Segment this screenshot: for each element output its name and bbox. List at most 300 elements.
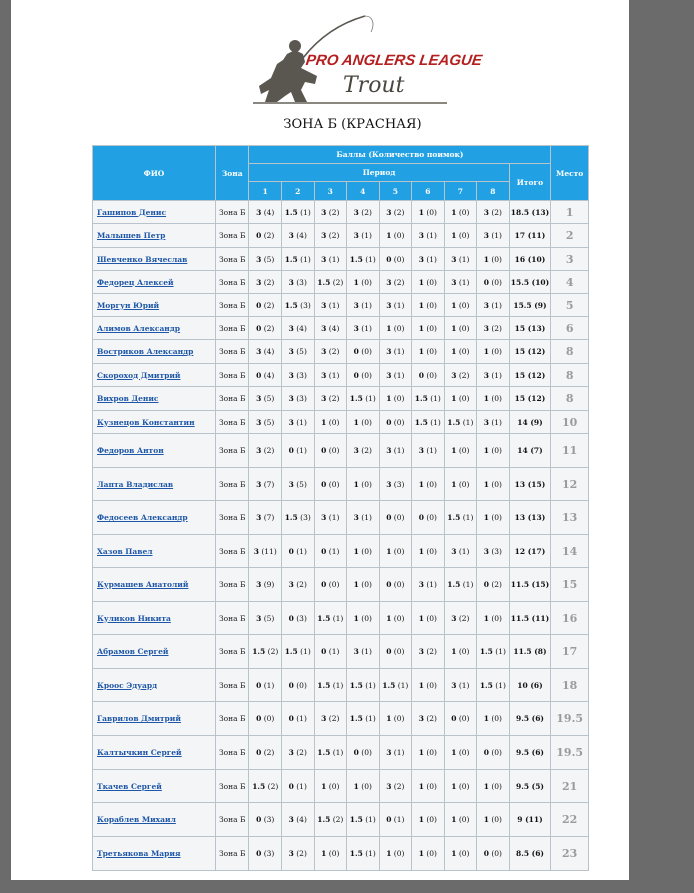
score-cell	[477, 602, 510, 635]
score-points: 1	[353, 479, 359, 489]
score-points: 3	[483, 231, 489, 240]
score-catches: (2)	[458, 613, 470, 623]
header-period-6: 6	[412, 182, 445, 201]
score-points: 1	[386, 323, 392, 333]
score-points: 1.5	[349, 849, 363, 858]
score-catches: (2)	[491, 580, 502, 589]
score-points: 1	[353, 546, 359, 556]
score-cell	[379, 294, 412, 317]
participant-name-link[interactable]: Федосеев Александр	[97, 513, 188, 522]
score-points: 3	[256, 347, 262, 356]
participant-name-link[interactable]: Куликов Никита	[97, 613, 171, 623]
score-catches: (0)	[426, 546, 437, 556]
score-points: 1.5	[479, 647, 493, 656]
score-cell	[282, 468, 315, 501]
total-cell: 15.5 (10)	[509, 271, 551, 294]
score-cell	[314, 535, 347, 568]
score-cell	[282, 271, 315, 294]
score-points: 1.5	[317, 815, 331, 824]
participant-name-link[interactable]: Скороход Дмитрий	[97, 370, 181, 380]
score-cell	[412, 535, 445, 568]
score-catches: (0)	[458, 231, 470, 240]
score-cell	[379, 669, 412, 702]
score-catches: (2)	[361, 446, 372, 455]
table-row	[93, 387, 589, 411]
score-catches: (2)	[393, 207, 405, 217]
score-points: 3	[386, 347, 392, 356]
score-points: 0	[256, 714, 262, 723]
score-cell	[444, 535, 477, 568]
score-cell	[477, 271, 510, 294]
score-points: 3	[321, 254, 327, 264]
header-period-3: 3	[314, 182, 347, 201]
participant-name-link[interactable]: Моргун Юрий	[97, 300, 160, 310]
score-catches: (0)	[491, 781, 502, 791]
score-points: 1	[451, 781, 457, 791]
participant-name-link[interactable]: Третьякова Мария	[97, 849, 181, 858]
score-cell	[379, 271, 412, 294]
score-cell	[314, 294, 347, 317]
participant-cell	[93, 364, 216, 387]
score-points: 0	[483, 580, 489, 589]
score-cell	[477, 434, 510, 468]
score-points: 1.5	[479, 680, 493, 690]
score-catches: (2)	[491, 323, 502, 333]
score-cell	[379, 770, 412, 803]
total-cell: 17 (11)	[509, 224, 551, 248]
score-points: 3	[353, 513, 359, 522]
score-catches: (0)	[458, 479, 470, 489]
score-cell	[477, 736, 510, 770]
place-cell: 10	[551, 411, 589, 434]
score-catches: (0)	[491, 714, 502, 723]
score-points: 0	[483, 849, 489, 858]
participant-name-link[interactable]: Курмашев Анатолий	[97, 580, 189, 589]
score-catches: (0)	[458, 781, 470, 791]
score-cell	[412, 736, 445, 770]
score-points: 0	[386, 815, 392, 824]
score-points: 3	[256, 613, 262, 623]
score-points: 1	[418, 849, 424, 858]
score-points: 0	[451, 714, 457, 723]
score-points: 1	[483, 613, 489, 623]
score-cell	[412, 803, 445, 837]
place-cell: 2	[551, 224, 589, 248]
score-cell	[282, 535, 315, 568]
score-cell	[249, 411, 282, 434]
score-points: 0	[353, 347, 359, 356]
participant-name-link[interactable]: Гашипов Денис	[97, 207, 167, 217]
header-total: Итого	[509, 164, 551, 201]
score-points: 1	[418, 277, 424, 287]
place-cell: 14	[551, 535, 589, 568]
score-points: 3	[288, 580, 294, 589]
score-catches: (0)	[426, 613, 437, 623]
score-cell	[444, 434, 477, 468]
score-points: 1	[386, 546, 392, 556]
score-points: 3	[288, 479, 294, 489]
score-points: 0	[288, 680, 294, 690]
score-points: 1	[386, 231, 392, 240]
score-points: 1	[386, 714, 392, 723]
score-points: 3	[418, 580, 424, 589]
score-catches: (0)	[458, 394, 470, 403]
score-catches: (1)	[365, 394, 376, 403]
participant-cell	[93, 411, 216, 434]
participant-cell	[93, 501, 216, 535]
score-cell	[477, 248, 510, 271]
score-catches: (0)	[491, 394, 502, 403]
score-points: 1.5	[349, 714, 363, 723]
score-catches: (4)	[296, 323, 307, 333]
score-points: 3	[321, 347, 327, 356]
total-cell: 13 (15)	[509, 468, 551, 501]
participant-name-link[interactable]: Федоров Антон	[97, 446, 164, 455]
participant-name-link[interactable]: Вихров Денис	[97, 394, 159, 403]
score-cell	[477, 501, 510, 535]
score-points: 3	[256, 207, 262, 217]
score-points: 3	[353, 647, 359, 656]
place-cell: 16	[551, 602, 589, 635]
score-points: 1.5	[284, 207, 298, 217]
score-points: 3	[386, 748, 392, 757]
zone-cell: Зона Б	[215, 535, 249, 568]
score-points: 1.5	[447, 580, 461, 589]
score-cell	[412, 434, 445, 468]
score-cell	[379, 568, 412, 602]
score-cell	[379, 736, 412, 770]
score-points: 3	[288, 815, 294, 824]
score-cell	[249, 224, 282, 248]
score-cell	[477, 535, 510, 568]
score-cell	[249, 602, 282, 635]
score-cell	[314, 434, 347, 468]
score-cell	[477, 411, 510, 434]
header-period-7: 7	[444, 182, 477, 201]
participant-name-link[interactable]: Калтычкин Сергей	[97, 748, 182, 757]
score-catches: (3)	[491, 546, 502, 556]
score-catches: (7)	[263, 513, 275, 522]
score-points: 1.5	[284, 647, 298, 656]
score-points: 3	[321, 370, 327, 380]
score-catches: (1)	[328, 300, 340, 310]
score-catches: (1)	[328, 546, 340, 556]
score-cell	[412, 294, 445, 317]
score-cell	[412, 602, 445, 635]
place-cell: 19.5	[551, 736, 589, 770]
score-points: 3	[386, 300, 392, 310]
header-period: Период	[249, 164, 509, 182]
score-points: 3	[483, 300, 489, 310]
score-cell	[379, 468, 412, 501]
score-catches: (2)	[328, 714, 340, 723]
participant-name-link[interactable]: Абрамов Сергей	[97, 647, 169, 656]
score-points: 1	[418, 300, 424, 310]
total-cell: 18.5 (13)	[509, 201, 551, 224]
total-cell: 15 (12)	[509, 387, 551, 411]
score-points: 0	[321, 479, 327, 489]
score-catches: (5)	[296, 479, 307, 489]
score-cell	[347, 434, 380, 468]
score-catches: (2)	[296, 748, 307, 757]
score-points: 0	[288, 613, 294, 623]
participant-name-link[interactable]: Алимов Александр	[97, 323, 181, 333]
score-catches: (0)	[491, 446, 502, 455]
place-cell: 17	[551, 635, 589, 669]
participant-name-link[interactable]: Кузнецов Константин	[97, 417, 195, 427]
score-catches: (2)	[267, 647, 279, 656]
score-catches: (0)	[361, 370, 372, 380]
score-catches: (0)	[491, 347, 502, 356]
score-catches: (4)	[296, 231, 307, 240]
participant-name-link[interactable]: Малышев Петр	[97, 231, 166, 240]
score-catches: (1)	[491, 370, 502, 380]
score-catches: (1)	[495, 647, 506, 656]
score-catches: (1)	[393, 446, 405, 455]
score-points: 1	[483, 446, 489, 455]
participant-name-link[interactable]: Кораблев Михаил	[97, 815, 176, 824]
score-cell	[379, 535, 412, 568]
score-catches: (1)	[458, 277, 470, 287]
score-points: 3	[386, 207, 392, 217]
participant-name-link[interactable]: Федорец Алексей	[97, 277, 174, 287]
score-points: 0	[321, 546, 327, 556]
score-cell	[282, 434, 315, 468]
score-points: 3	[256, 513, 262, 522]
score-catches: (0)	[458, 647, 470, 656]
score-catches: (0)	[393, 254, 405, 264]
score-catches: (1)	[458, 254, 470, 264]
score-points: 0	[386, 254, 392, 264]
score-catches: (1)	[458, 680, 470, 690]
score-cell	[412, 271, 445, 294]
score-cell	[347, 201, 380, 224]
score-catches: (0)	[426, 849, 437, 858]
score-cell	[347, 501, 380, 535]
score-catches: (1)	[328, 647, 340, 656]
place-cell: 11	[551, 434, 589, 468]
score-points: 1	[483, 714, 489, 723]
score-catches: (1)	[361, 300, 372, 310]
score-points: 1	[418, 546, 424, 556]
zone-cell: Зона Б	[215, 669, 249, 702]
zone-cell: Зона Б	[215, 317, 249, 340]
score-catches: (0)	[328, 417, 340, 427]
score-catches: (1)	[462, 580, 474, 589]
zone-cell: Зона Б	[215, 271, 249, 294]
score-points: 3	[321, 714, 327, 723]
participant-name-link[interactable]: Ткачев Сергей	[97, 781, 162, 791]
score-cell	[477, 364, 510, 387]
score-catches: (0)	[328, 849, 340, 858]
score-cell	[314, 635, 347, 669]
score-cell	[379, 803, 412, 837]
score-cell	[249, 669, 282, 702]
score-cell	[444, 602, 477, 635]
score-points: 0	[386, 647, 392, 656]
participant-cell	[93, 317, 216, 340]
score-points: 3	[483, 417, 489, 427]
score-catches: (1)	[397, 680, 409, 690]
table-row	[93, 248, 589, 271]
score-cell	[314, 411, 347, 434]
score-points: 1	[483, 479, 489, 489]
score-cell	[379, 434, 412, 468]
score-points: 3	[256, 580, 262, 589]
participant-name-link[interactable]: Шевченко Вячеслав	[97, 254, 188, 264]
table-row	[93, 201, 589, 224]
score-points: 3	[288, 277, 294, 287]
score-catches: (5)	[263, 394, 275, 403]
score-catches: (0)	[296, 680, 307, 690]
score-catches: (0)	[458, 347, 470, 356]
score-cell	[444, 340, 477, 364]
score-cell	[249, 248, 282, 271]
score-catches: (0)	[491, 513, 502, 522]
score-cell	[249, 770, 282, 803]
score-cell	[477, 770, 510, 803]
zone-cell: Зона Б	[215, 803, 249, 837]
score-catches: (0)	[361, 347, 372, 356]
score-catches: (0)	[491, 748, 502, 757]
score-catches: (2)	[263, 300, 275, 310]
score-cell	[282, 837, 315, 871]
table-row	[93, 340, 589, 364]
score-points: 0	[256, 849, 262, 858]
score-cell	[282, 224, 315, 248]
total-cell: 15 (13)	[509, 317, 551, 340]
score-catches: (3)	[263, 849, 275, 858]
score-points: 1	[451, 849, 457, 858]
logo-line1: PRO ANGLERS LEAGUE	[304, 52, 484, 69]
participant-cell	[93, 635, 216, 669]
participant-cell	[93, 770, 216, 803]
participant-name-link[interactable]: Кроос Эдуард	[97, 680, 158, 690]
score-cell	[249, 635, 282, 669]
score-catches: (0)	[426, 479, 437, 489]
place-cell: 23	[551, 837, 589, 871]
score-cell	[412, 224, 445, 248]
score-points: 1	[418, 479, 424, 489]
score-points: 3	[288, 370, 294, 380]
participant-name-link[interactable]: Лапта Владислав	[97, 479, 174, 489]
total-cell: 11.5 (15)	[509, 568, 551, 602]
score-points: 0	[256, 370, 262, 380]
score-points: 3	[386, 781, 392, 791]
table-row	[93, 271, 589, 294]
score-points: 3	[256, 254, 262, 264]
score-cell	[477, 201, 510, 224]
score-cell	[347, 602, 380, 635]
place-cell: 19.5	[551, 702, 589, 736]
score-points: 3	[288, 347, 294, 356]
score-cell	[347, 803, 380, 837]
participant-name-link[interactable]: Востриков Александр	[97, 347, 194, 356]
score-points: 0	[288, 446, 294, 455]
score-points: 1.5	[252, 647, 266, 656]
score-cell	[347, 364, 380, 387]
score-cell	[379, 387, 412, 411]
score-points: 0	[256, 231, 262, 240]
score-catches: (1)	[296, 714, 307, 723]
score-catches: (1)	[328, 370, 340, 380]
participant-cell	[93, 224, 216, 248]
score-catches: (2)	[332, 815, 344, 824]
score-cell	[444, 364, 477, 387]
score-points: 1	[418, 781, 424, 791]
score-points: 3	[256, 479, 262, 489]
table-row	[93, 803, 589, 837]
score-points: 3	[418, 647, 424, 656]
place-cell: 4	[551, 271, 589, 294]
participant-cell	[93, 201, 216, 224]
header-period-8: 8	[477, 182, 510, 201]
score-points: 1	[418, 323, 424, 333]
score-cell	[412, 568, 445, 602]
score-points: 0	[321, 580, 327, 589]
score-cell	[282, 602, 315, 635]
participant-cell	[93, 736, 216, 770]
table-row	[93, 294, 589, 317]
place-cell: 18	[551, 669, 589, 702]
score-catches: (3)	[296, 394, 307, 403]
score-catches: (0)	[393, 849, 405, 858]
score-cell	[379, 702, 412, 736]
total-cell: 11.5 (11)	[509, 602, 551, 635]
score-points: 0	[418, 513, 424, 522]
score-cell	[477, 224, 510, 248]
score-catches: (1)	[332, 613, 344, 623]
participant-name-link[interactable]: Гаврилов Дмитрий	[97, 714, 181, 723]
score-points: 1	[483, 513, 489, 522]
score-cell	[282, 340, 315, 364]
table-row	[93, 702, 589, 736]
score-catches: (0)	[393, 647, 405, 656]
score-catches: (4)	[263, 370, 275, 380]
score-cell	[412, 702, 445, 736]
score-catches: (1)	[491, 300, 502, 310]
score-cell	[249, 294, 282, 317]
score-catches: (4)	[328, 323, 340, 333]
score-points: 1	[321, 781, 327, 791]
score-cell	[314, 340, 347, 364]
table-row	[93, 434, 589, 468]
score-catches: (2)	[361, 207, 372, 217]
score-cell	[379, 317, 412, 340]
score-cell	[412, 201, 445, 224]
score-cell	[249, 364, 282, 387]
score-points: 3	[321, 323, 327, 333]
score-cell	[379, 364, 412, 387]
score-catches: (1)	[300, 647, 311, 656]
score-points: 1.5	[349, 680, 363, 690]
zone-cell: Зона Б	[215, 294, 249, 317]
score-catches: (1)	[393, 370, 405, 380]
score-points: 3	[353, 323, 359, 333]
score-catches: (1)	[361, 647, 372, 656]
total-cell: 9 (11)	[509, 803, 551, 837]
zone-cell: Зона Б	[215, 702, 249, 736]
score-points: 1.5	[284, 513, 298, 522]
score-catches: (0)	[393, 613, 405, 623]
total-cell: 15 (12)	[509, 364, 551, 387]
score-catches: (2)	[426, 647, 437, 656]
score-catches: (2)	[328, 207, 340, 217]
participant-cell	[93, 568, 216, 602]
score-catches: (1)	[296, 546, 307, 556]
zone-cell: Зона Б	[215, 411, 249, 434]
participant-name-link[interactable]: Хазов Павел	[97, 546, 153, 556]
